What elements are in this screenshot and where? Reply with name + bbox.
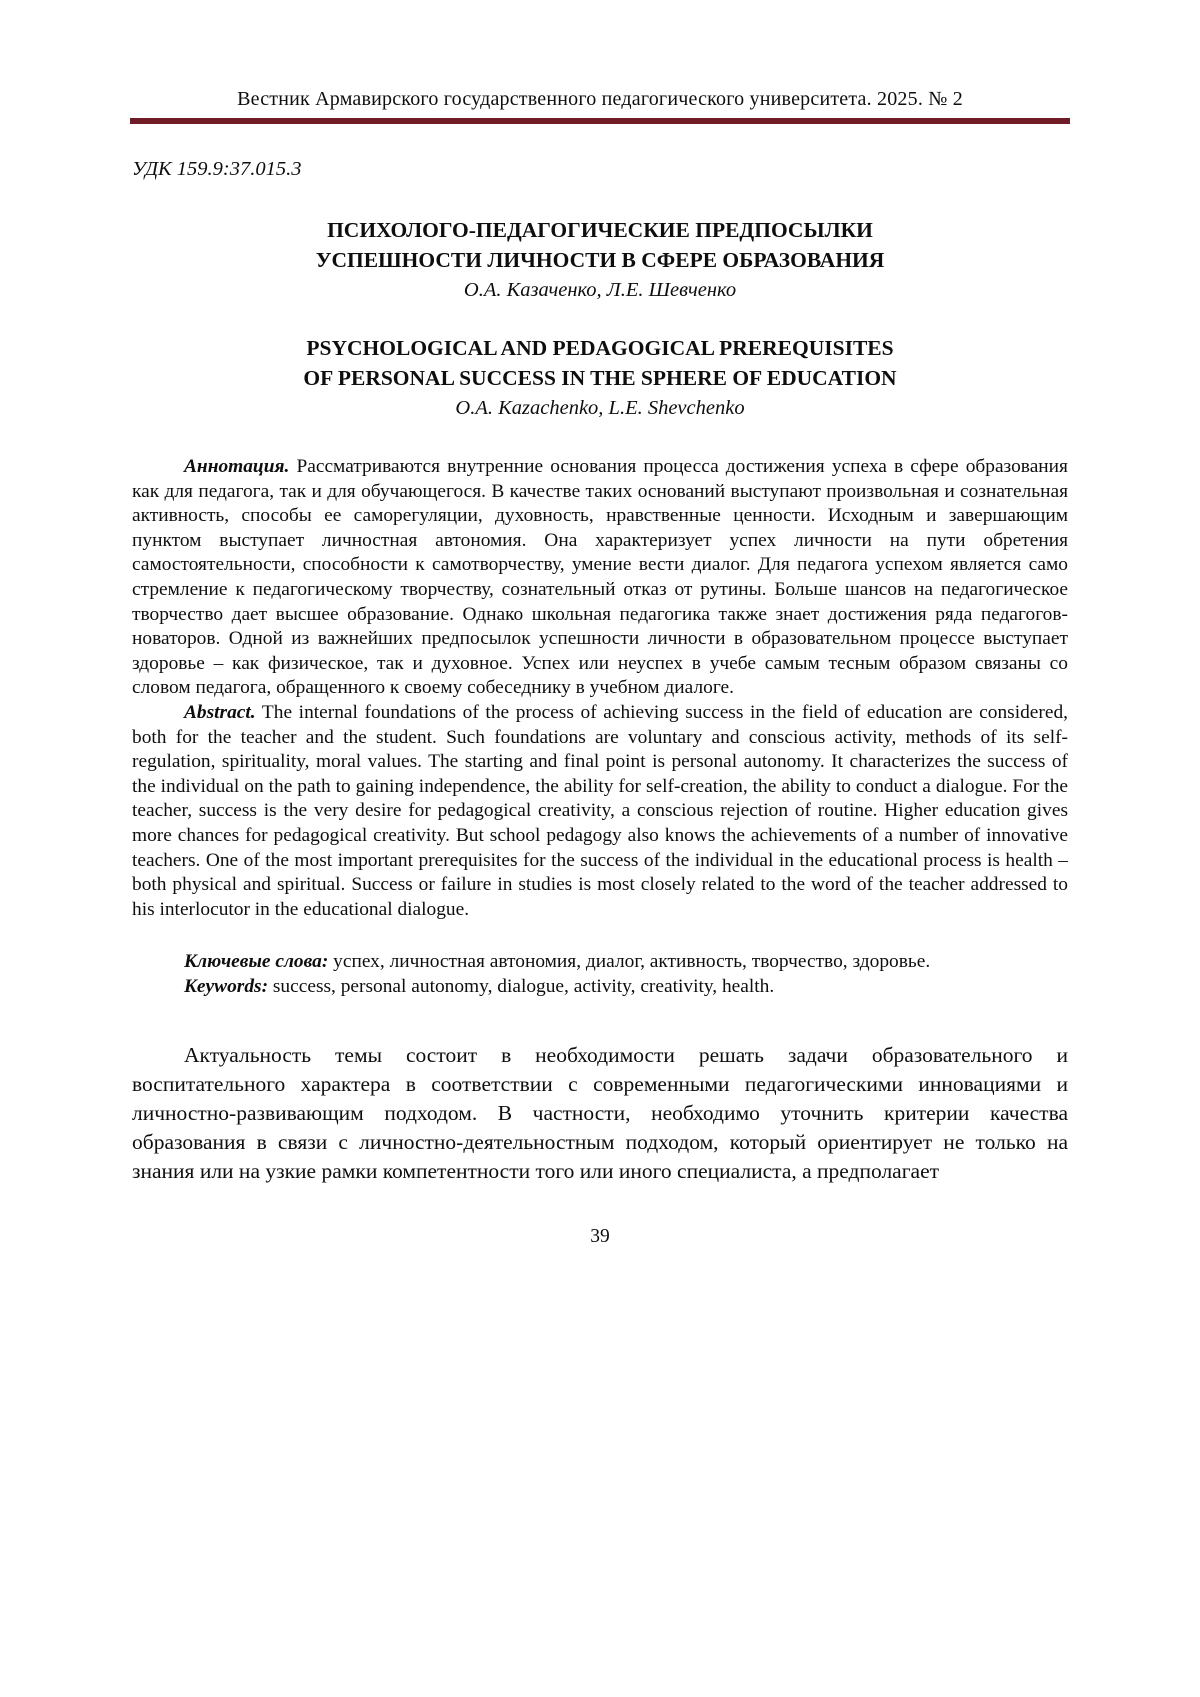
authors-en: O.A. Kazachenko, L.E. Shevchenko [455,397,745,419]
keywords-en-text: success, personal autonomy, dialogue, activity, creativity, health. [272,975,775,997]
body-paragraph: Актуальность темы состоит в необходимости решать задачи образовательного и воспитательного характера в соответствии с современными педагогическими инновациями и личностно-развивающим подходом. В частности, необходимо уточнить критерии качества образования в связи с личностно-деятельностным подходом, который ориентирует не только на знания или на узкие рамки компетентности того или иного специалиста, а предполагает [132,1043,1068,1184]
abstract-en-text: The internal foundations of the process of achieving success in the field of education are considered, both for the teacher and the student. Such foundations are voluntary and conscious activity, methods of its self-regulation, spirituality, moral values. The starting and final point is personal autonomy. It characterizes the success of the individual on the path to gaining independence, the ability for self-creation, the ability to conduct a dialogue. For the teacher, success is the very desire for pedagogical creativity, a conscious rejection of routine. Higher education gives more chances for pedagogical creativity. But school pedagogy also knows the achievements of a number of innovative teachers. One of the most important prerequisites for the success of the individual in the educational process is health – both physical and spiritual. Success or failure in studies is most closely related to the word of the teacher addressed to his interlocutor in the educational dialogue. [132,701,1068,920]
keywords-section [132,950,1068,999]
article-body [132,1041,1068,1186]
abstract-ru-text: Рассматриваются внутренние основания процесса достижения успеха в сфере образования как для педагога, так и для обучающегося. В качестве таких оснований выступают произвольная и сознательная активность, способы ее саморегуляции, духовность, нравственные ценности. Исходным и завершающим пунктом выступает личностная автономия. Она характеризует успех личности на пути обретения самостоятельности, способности к самотворчеству, умение вести диалог. Для педагога успехом является само стремление к педагогическому творчеству, сознательный отказ от рутины. Больше шансов на педагогическое творчество дает высшее образование. Однако школьная педагогика также знает достижения ряда педагогов-новаторов. Одной из важнейших предпосылок успешности личности в образовательном процессе выступает здоровье – как физическое, так и духовное. Успех или неуспех в учебе самым тесным образом связаны со словом педагога, обращенного к своему собеседнику в учебном диалоге. [132,456,1068,699]
keywords-ru-text: успех, личностная автономия, диалог, активность, творчество, здоровье. [333,951,931,973]
abstract-en [132,701,1068,922]
keywords-ru [132,950,1068,975]
abstract-ru [132,455,1068,701]
running-head: Вестник Армавирского государственного педагогического университета. 2025. № 2 [237,88,963,110]
abstract-section [132,455,1068,922]
keywords-en [132,975,1068,1000]
article-title-ru-line1: ПСИХОЛОГО-ПЕДАГОГИЧЕСКИЕ ПРЕДПОСЫЛКИ [327,218,873,242]
udc-code: УДК 159.9:37.015.3 [132,158,302,180]
article-title-ru-line2: УСПЕШНОСТИ ЛИЧНОСТИ В СФЕРЕ ОБРАЗОВАНИЯ [315,248,885,272]
abstract-ru-label: Аннотация. [184,456,290,477]
title-block-ru [132,215,1068,305]
page-content [0,158,1200,1248]
title-block-en [132,333,1068,423]
article-title-en-line2: OF PERSONAL SUCCESS IN THE SPHERE OF EDUCATION [303,366,897,390]
header-double-rule [130,118,1070,124]
authors-ru: О.А. Казаченко, Л.Е. Шевченко [463,279,737,301]
keywords-ru-label: Ключевые слова: [184,951,329,973]
article-title-en-line1: PSYCHOLOGICAL AND PEDAGOGICAL PREREQUISITES [306,336,894,360]
page-number: 39 [590,1226,610,1248]
abstract-en-label: Abstract. [184,701,256,723]
keywords-en-label: Keywords: [184,975,269,997]
